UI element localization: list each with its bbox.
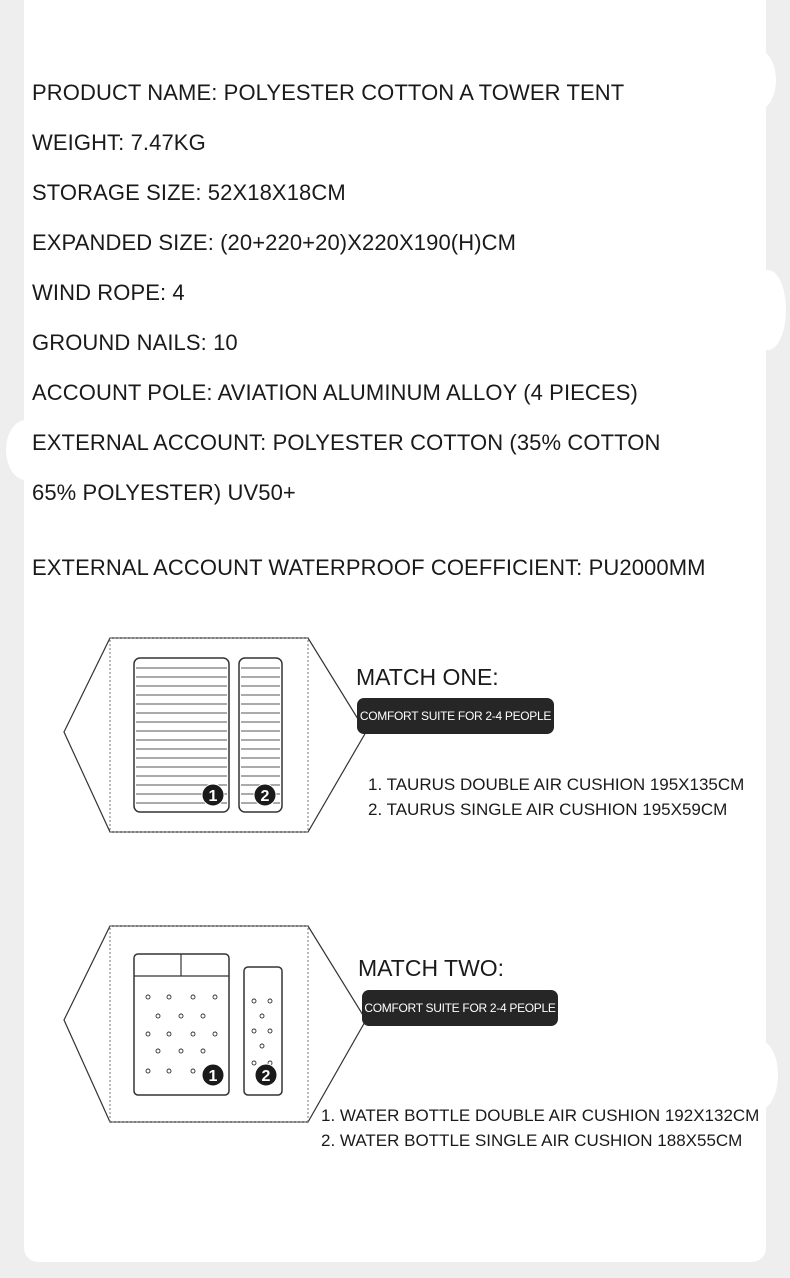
tent-diagram-match-two [62, 924, 368, 1124]
spec-account-pole: ACCOUNT POLE: AVIATION ALUMINUM ALLOY (4 PIECES) [32, 380, 638, 405]
spec-external-account-line2: 65% POLYESTER) UV50+ [32, 480, 296, 505]
match-one-badge: COMFORT SUITE FOR 2-4 PEOPLE [357, 698, 554, 734]
marker-2 [254, 784, 276, 806]
spec-weight: WEIGHT: 7.47KG [32, 130, 206, 155]
spec-waterproof: EXTERNAL ACCOUNT WATERPROOF COEFFICIENT: PU2000MM [32, 555, 706, 580]
marker-1 [202, 1064, 224, 1086]
match-two-badge: COMFORT SUITE FOR 2-4 PEOPLE [362, 990, 558, 1026]
match-one-item-2: 2. TAURUS SINGLE AIR CUSHION 195X59CM [368, 800, 728, 819]
tent-diagram-match-one [62, 634, 368, 834]
marker-2 [255, 1064, 277, 1086]
match-one-title: MATCH ONE: [356, 664, 499, 690]
svg-text:2: 2 [261, 1068, 271, 1085]
spec-storage-size: STORAGE SIZE: 52X18X18CM [32, 180, 346, 205]
svg-text:2: 2 [260, 788, 270, 805]
svg-text:1: 1 [208, 788, 218, 805]
match-two-item-2: 2. WATER BOTTLE SINGLE AIR CUSHION 188X55CM [321, 1131, 743, 1150]
match-one-item-1: 1. TAURUS DOUBLE AIR CUSHION 195X135CM [368, 775, 745, 794]
marker-1 [202, 784, 224, 806]
match-two-title: MATCH TWO: [358, 955, 505, 981]
spec-expanded-size: EXPANDED SIZE: (20+220+20)X220X190(H)CM [32, 230, 517, 255]
match-two-item-1: 1. WATER BOTTLE DOUBLE AIR CUSHION 192X132CM [321, 1106, 760, 1125]
spec-ground-nails: GROUND NAILS: 10 [32, 330, 238, 355]
spec-wind-rope: WIND ROPE: 4 [32, 280, 185, 305]
svg-text:1: 1 [208, 1068, 218, 1085]
spec-product-name: PRODUCT NAME: POLYESTER COTTON A TOWER TENT [32, 80, 625, 105]
spec-external-account-line1: EXTERNAL ACCOUNT: POLYESTER COTTON (35% COTTON [32, 430, 661, 455]
